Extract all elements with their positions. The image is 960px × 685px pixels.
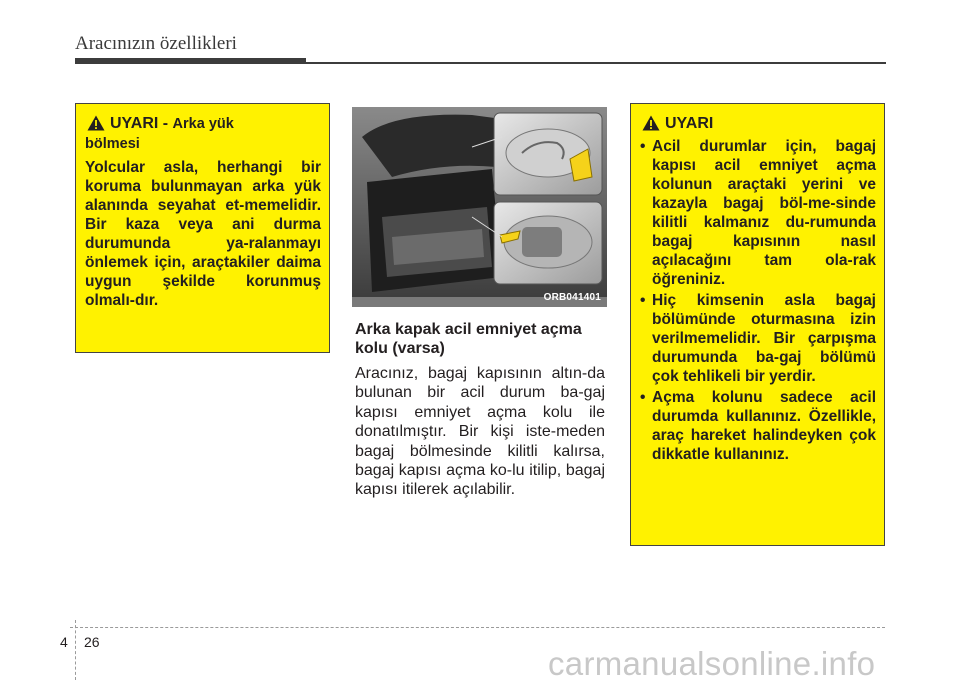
list-item-text: Hiç kimsenin asla bagaj bölümünde oturmasına izin verilmemelidir. Bir çarpışma durumunda ba-gaj bölümü çok tehlikeli bir yerdir. bbox=[652, 292, 876, 385]
list-item-text: Açma kolunu sadece acil durumda kullanınız. Özellikle, araç hareket halindeyken çok dikkatle kullanınız. bbox=[652, 389, 876, 463]
trunk-illustration bbox=[352, 107, 607, 307]
chapter-number: 4 bbox=[60, 634, 68, 650]
warning-title-main: UYARI - bbox=[110, 115, 169, 132]
cargo-area-warning-box bbox=[75, 103, 330, 353]
emergency-release-warning-box bbox=[630, 103, 885, 546]
section-body: Aracınız, bagaj kapısının altın-da bulunan bir acil durum ba-gaj kapısı emniyet açma kolu ile donatılmıştır. Bir kişi iste-meden bagaj bölmesinde kilitli kalırsa, bagaj kapısı açma ko-lu itilip, bagaj kapısı itilerek açılabilir. bbox=[355, 365, 605, 499]
page-number: 26 bbox=[84, 634, 100, 650]
warning-title-main: UYARI bbox=[665, 115, 714, 132]
bullet: • bbox=[640, 292, 646, 309]
footer-vertical-divider bbox=[75, 620, 76, 680]
warning-triangle-icon bbox=[87, 115, 105, 131]
page-header-title: Aracınızın özellikleri bbox=[75, 33, 237, 54]
warning-title-sub-line2: bölmesi bbox=[85, 136, 140, 152]
header-rule-thick bbox=[75, 58, 306, 64]
tailgate-release-figure bbox=[352, 107, 607, 307]
warning-title bbox=[85, 114, 321, 134]
bullet: • bbox=[640, 389, 646, 406]
list-item bbox=[640, 388, 876, 464]
warning-title bbox=[640, 114, 876, 133]
warning-title-sub: Arka yük bbox=[172, 116, 234, 132]
list-item bbox=[640, 291, 876, 386]
warning-body: Yolcular asla, herhangi bir koruma bulunmayan arka yük alanında seyahat et-memelidir. Bir kaza veya ani durma durumunda ya-ralanmayı önlemek için, araçtakiler daima uygun şekilde korunmuş olmalı-dır. bbox=[85, 159, 321, 309]
footer-divider bbox=[70, 627, 885, 628]
figure-code: ORB041401 bbox=[543, 292, 601, 303]
list-item-text: Acil durumlar için, bagaj kapısı acil emniyet açma kolunun araçtaki yerini ve kazayla bagaj böl-me-sinde kilitli kalmanız du-rumunda bagaj kapısının nasıl açılacağını tam ola-rak öğreniniz. bbox=[652, 138, 876, 288]
list-item bbox=[640, 137, 876, 289]
bullet: • bbox=[640, 138, 646, 155]
header-rule-thin bbox=[306, 62, 886, 64]
warning-list bbox=[640, 137, 876, 464]
section-heading: Arka kapak acil emniyet açma kolu (varsa) bbox=[355, 321, 582, 357]
watermark: carmanualsonline.info bbox=[548, 645, 876, 682]
warning-triangle-icon bbox=[642, 115, 660, 131]
